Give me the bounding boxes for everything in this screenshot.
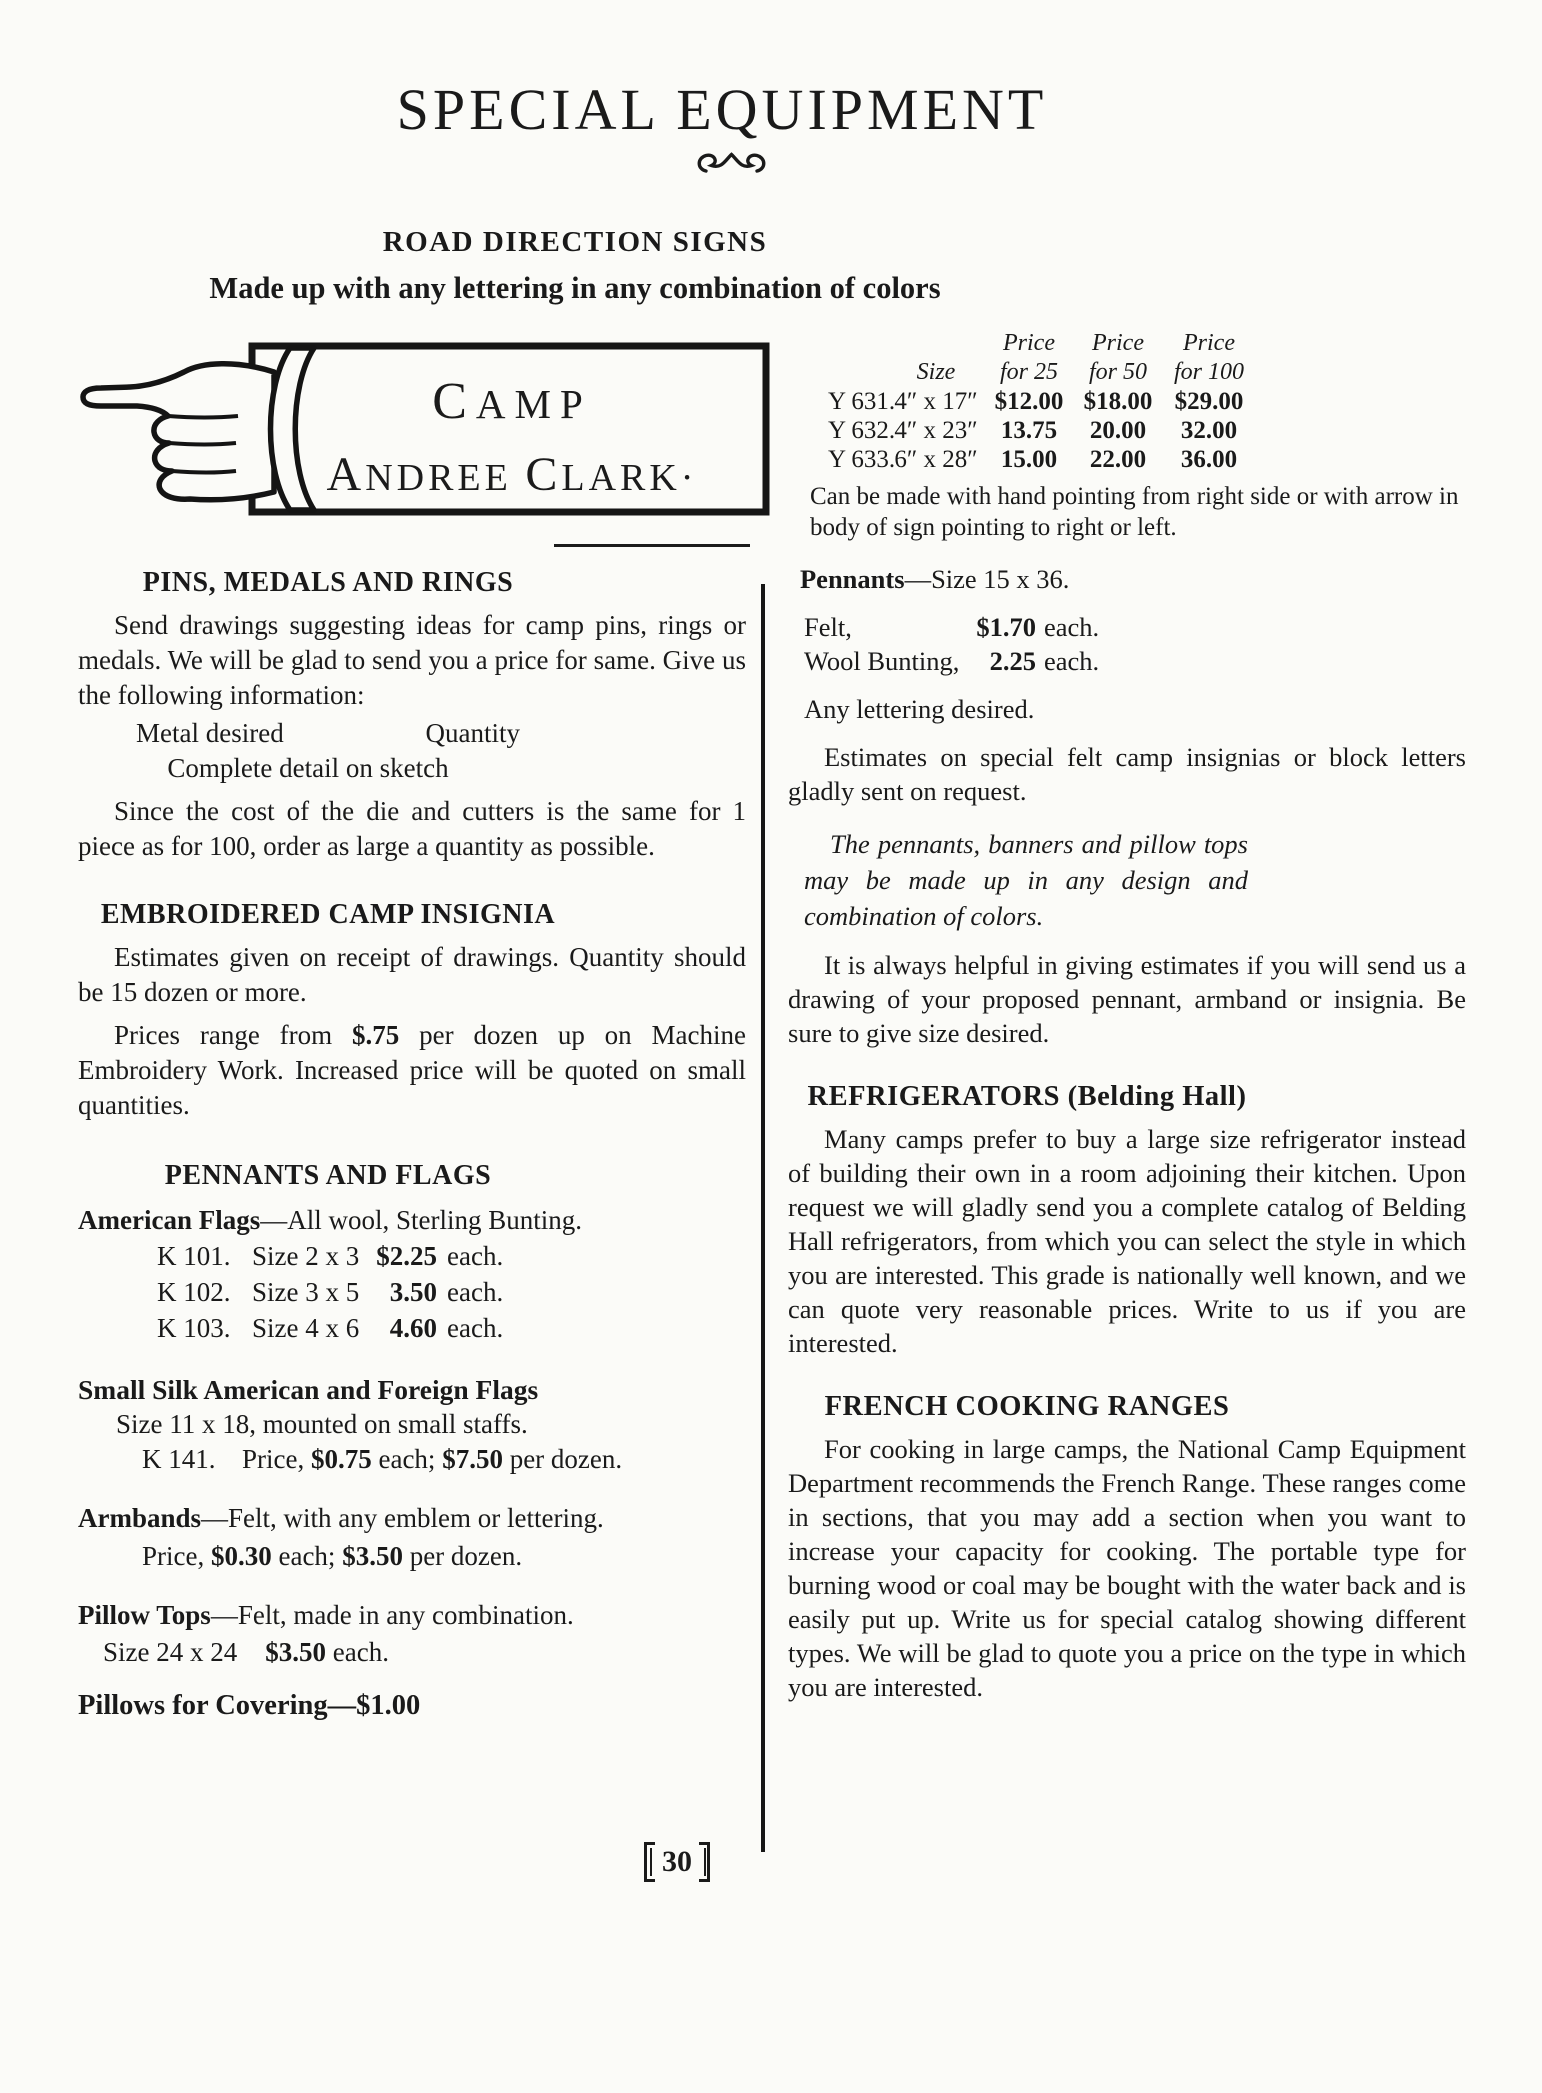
die-cost-paragraph: Since the cost of the die and cutters is the same for 1 piece as for 100, order as large a quantity as possible.	[78, 796, 746, 861]
pennants-item: Pennants—Size 15 x 36.	[800, 564, 1070, 594]
right-bracket-ornament	[699, 1842, 710, 1882]
pillows-covering-line: Pillows for Covering—$1.00	[78, 1690, 421, 1721]
page-number-value: 30	[662, 1845, 692, 1878]
left-bracket-ornament	[644, 1842, 655, 1882]
each-label: each.	[447, 1313, 504, 1343]
pillow-tops-item: Pillow Tops—Felt, made in any combination.	[78, 1600, 574, 1630]
size-header: Size	[916, 359, 956, 385]
price-header-100: Price	[1183, 330, 1235, 356]
price-25: $12.00	[994, 388, 1064, 415]
wool-price-row	[788, 644, 1466, 678]
right-column	[788, 562, 1466, 1704]
price-50: $18.00	[1083, 388, 1153, 415]
each-label: each.	[447, 1277, 504, 1307]
armbands-price-line: Price, $0.30 each; $3.50 per dozen.	[142, 1541, 523, 1571]
price-dozen: $.75	[352, 1020, 400, 1050]
sign-table-note: Can be made with hand pointing from right side or with arrow in body of sign pointing to right or left.	[810, 483, 1459, 541]
each-label: each.	[1044, 646, 1100, 676]
item-price: 3.50	[389, 1277, 437, 1307]
prices-paragraph: Prices range from $.75 per dozen up on Machine Embroidery Work. Increased price will be quoted on small quantities.	[78, 1020, 747, 1120]
flag-row	[78, 1238, 746, 1274]
qty-25-header: for 25	[999, 359, 1058, 385]
felt-estimates-paragraph: Estimates on special felt camp insignias or block letters gladly sent on request.	[788, 742, 1466, 806]
left-column	[78, 566, 746, 1723]
silk-flags-heading: Small Silk American and Foreign Flags	[78, 1374, 539, 1405]
item-price: $2.25	[376, 1241, 437, 1271]
flag-row	[78, 1310, 746, 1346]
pointing-hand-icon	[83, 348, 314, 510]
item-code: K 101.	[157, 1241, 231, 1271]
item-size: Size 3 x 5	[252, 1277, 360, 1307]
price-header-25: Price	[1003, 330, 1055, 356]
lettering-line: Any lettering desired.	[804, 694, 1035, 724]
quantity-label: Quantity	[425, 718, 520, 748]
material-label: Wool Bunting,	[804, 646, 960, 676]
price-100: 32.00	[1180, 417, 1238, 444]
item-code: K 102.	[157, 1277, 231, 1307]
item-price: $1.70	[976, 612, 1036, 642]
pins-heading: PINS, MEDALS AND RINGS	[142, 567, 514, 598]
item-code: K 103.	[157, 1313, 231, 1343]
qty-100-header: for 100	[1173, 359, 1244, 385]
sketch-label: Complete detail on sketch	[167, 753, 449, 783]
silk-price-line: K 141. Price, $0.75 each; $7.50 per dozen.	[78, 1442, 746, 1477]
french-ranges-heading: FRENCH COOKING RANGES	[824, 1391, 1230, 1422]
price-header-50: Price	[1092, 330, 1144, 356]
price-50: 20.00	[1089, 417, 1147, 444]
each-label: each.	[1044, 612, 1100, 642]
felt-price-row	[788, 610, 1466, 644]
section-divider	[554, 544, 750, 547]
item-code: K 141.	[142, 1444, 216, 1474]
estimates-paragraph: Estimates given on receipt of drawings. Quantity should be 15 dozen or more.	[78, 942, 746, 1007]
price-50: 22.00	[1089, 446, 1147, 473]
sign-line-1: CAMP	[432, 373, 592, 430]
item-price: 2.25	[989, 646, 1036, 676]
qty-50-header: for 50	[1088, 359, 1147, 385]
embroidered-heading: EMBROIDERED CAMP INSIGNIA	[100, 899, 556, 930]
american-flags-item: American Flags—All wool, Sterling Bunting.	[78, 1205, 582, 1235]
item-price: 4.60	[389, 1313, 437, 1343]
item-code: Y 632.	[828, 417, 896, 444]
design-note-paragraph: The pennants, banners and pillow tops may be made up in any design and combination of colors.	[804, 829, 1248, 931]
item-size: Size 4 x 6	[252, 1313, 360, 1343]
item-size: 4″ x 17″	[894, 388, 978, 415]
helpful-paragraph: It is always helpful in giving estimates if you will send us a drawing of your proposed pennant, armband or insignia. Be sure to give size desired.	[788, 950, 1466, 1048]
each-label: each.	[447, 1241, 504, 1271]
page-number	[644, 1842, 710, 1882]
item-code: Y 631.	[828, 388, 896, 415]
price-100: $29.00	[1174, 388, 1244, 415]
refrigerators-heading: REFRIGERATORS (Belding Hall)	[807, 1081, 1247, 1112]
section-heading: ROAD DIRECTION SIGNS	[382, 226, 768, 258]
direction-sign-graphic	[74, 334, 784, 528]
section-subheading: Made up with any lettering in any combination of colors	[209, 271, 941, 305]
flag-row	[78, 1274, 746, 1310]
metal-desired-label: Metal desired	[136, 718, 284, 748]
swash-ornament-icon	[694, 146, 770, 191]
silk-size-line: Size 11 x 18, mounted on small staffs.	[116, 1409, 528, 1439]
refrigerators-paragraph: Many camps prefer to buy a large size refrigerator instead of building their own in a room adjoining their kitchen. Upon request we will gladly send you a complete catalog of Belding Hall refrigerators, from which you can select the style in which you are interested. This grade is nationally well known, and we can quote very reasonable prices. Write to us if you are interested.	[788, 1124, 1466, 1358]
item-size: Size 2 x 3	[252, 1241, 360, 1271]
pillow-tops-size-line: Size 24 x 24 $3.50 each.	[103, 1637, 389, 1667]
column-divider	[761, 584, 765, 1852]
pins-paragraph: Send drawings suggesting ideas for camp pins, rings or medals. We will be glad to send you a price for same. Give us the following information:	[78, 610, 746, 710]
sign-price-table	[810, 330, 1494, 543]
item-size: 4″ x 23″	[894, 417, 978, 444]
material-label: Felt,	[804, 612, 852, 642]
sign-line-2: ANDREE CLARK·	[326, 448, 698, 501]
french-ranges-paragraph: For cooking in large camps, the National Camp Equipment Department recommends the French Range. These ranges come in sections, that you may add a section when you want to increase your capacity for cooking. The portable type for burning wood or coal may be bought with the water back and is easily put up. Write us for special catalog showing different types. We will be glad to quote you a price on the type in which you are interested.	[788, 1434, 1466, 1702]
price-100: 36.00	[1180, 446, 1238, 473]
price-25: 15.00	[1000, 446, 1058, 473]
pennants-flags-heading: PENNANTS AND FLAGS	[164, 1160, 492, 1191]
item-size: 6″ x 28″	[894, 446, 978, 473]
item-code: Y 633.	[828, 446, 896, 473]
page-title: SPECIAL EQUIPMENT	[396, 77, 1048, 142]
price-25: 13.75	[1000, 417, 1058, 444]
armbands-item: Armbands—Felt, with any emblem or lettering.	[78, 1503, 604, 1533]
